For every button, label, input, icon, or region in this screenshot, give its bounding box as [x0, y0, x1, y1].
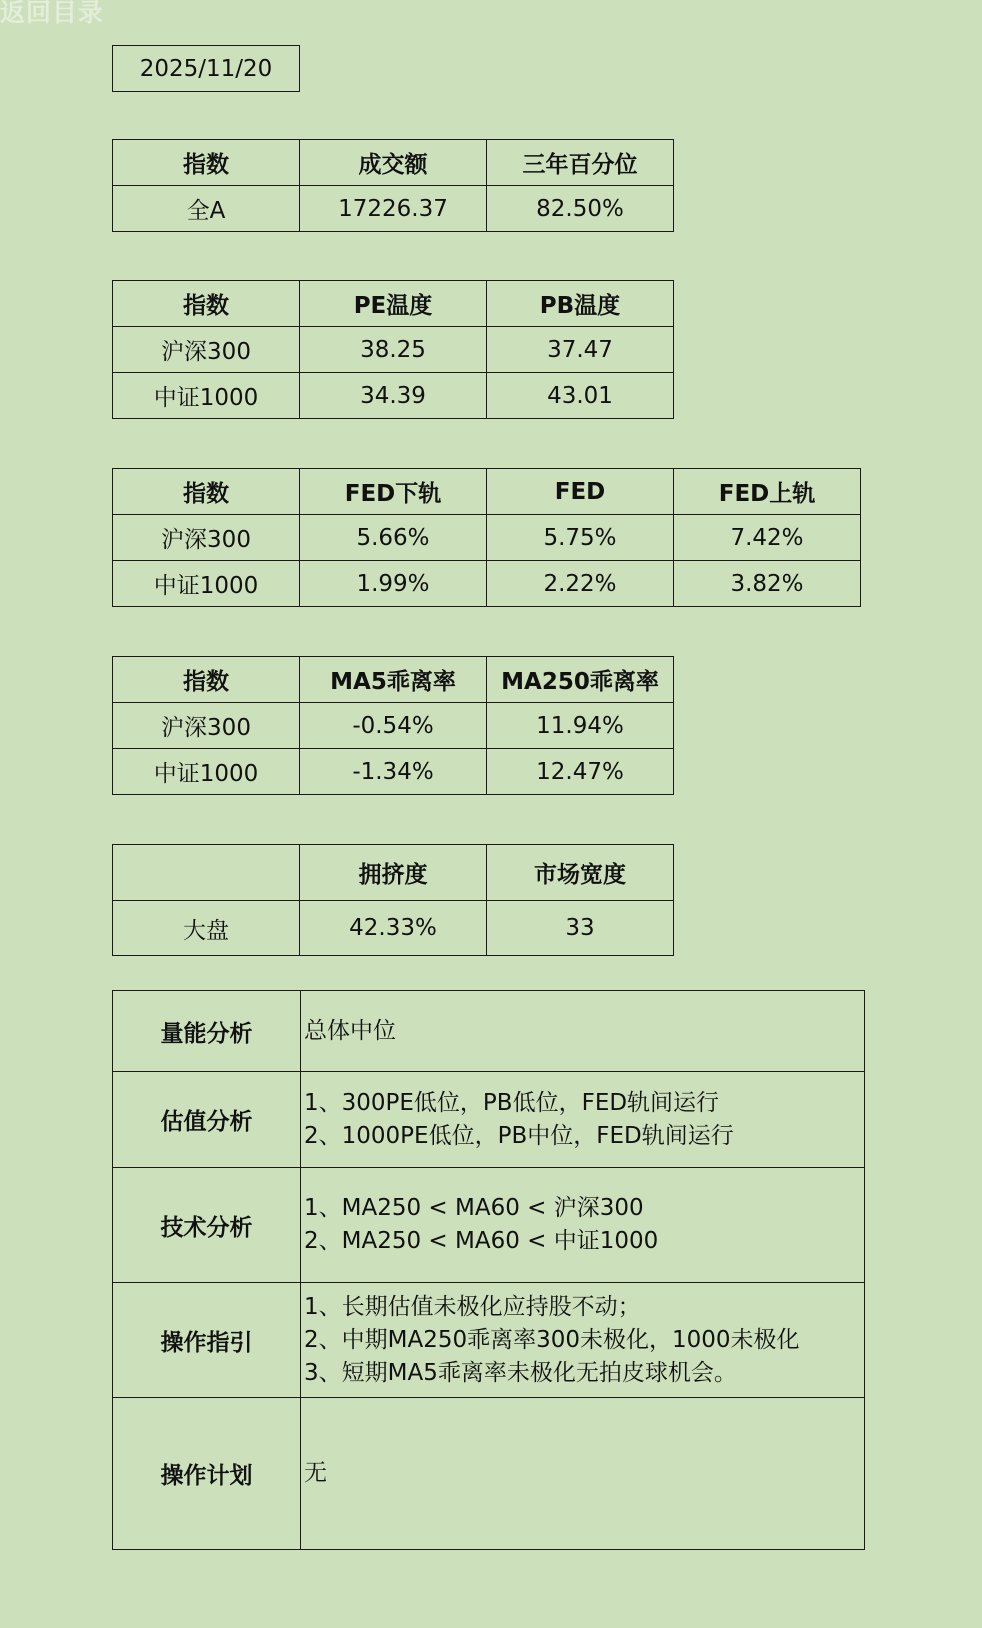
analysis-row-technical: [113, 1168, 865, 1283]
analysis-text: [301, 991, 865, 1072]
fed-table: [112, 468, 861, 607]
crowding-table: [112, 844, 674, 956]
table-cell: 37.47: [487, 327, 674, 373]
table-cell: 2.22%: [487, 561, 674, 607]
turnover-table: [112, 139, 674, 232]
header-cell: PB温度: [487, 281, 674, 327]
table-cell: 5.66%: [300, 515, 487, 561]
table-cell: 全A: [113, 186, 300, 232]
table-cell: 沪深300: [113, 515, 300, 561]
table-cell: 43.01: [487, 373, 674, 419]
analysis-line: 2、MA250 < MA60 < 中证1000: [304, 1228, 659, 1254]
table-cell: 11.94%: [487, 703, 674, 749]
header-cell: 拥挤度: [300, 845, 487, 901]
analysis-line: 无: [304, 1460, 327, 1486]
analysis-text: [301, 1283, 865, 1398]
table-cell: 中证1000: [113, 561, 300, 607]
header-cell: 三年百分位: [487, 140, 674, 186]
header-cell: 市场宽度: [487, 845, 674, 901]
analysis-label: 估值分析: [113, 1072, 301, 1168]
table-row: [113, 749, 674, 795]
header-cell: FED下轨: [300, 469, 487, 515]
valuation-temperature-table: [112, 280, 674, 419]
analysis-line: 2、1000PE低位，PB中位，FED轨间运行: [304, 1122, 734, 1149]
analysis-label: 技术分析: [113, 1168, 301, 1283]
header-cell: [113, 845, 300, 901]
table-row: [113, 186, 674, 232]
header-cell: FED: [487, 469, 674, 515]
analysis-line: 1、长期估值未极化应持股不动；: [304, 1293, 641, 1320]
table-cell: 7.42%: [674, 515, 861, 561]
analysis-row-guidance: [113, 1283, 865, 1398]
header-cell: 指数: [113, 469, 300, 515]
header-cell: FED上轨: [674, 469, 861, 515]
analysis-label: 操作指引: [113, 1283, 301, 1398]
table-cell: -0.54%: [300, 703, 487, 749]
analysis-row-valuation: [113, 1072, 865, 1168]
header-cell: 指数: [113, 657, 300, 703]
analysis-label: 操作计划: [113, 1398, 301, 1550]
table-cell: 82.50%: [487, 186, 674, 232]
analysis-line: 1、MA250 < MA60 < 沪深300: [304, 1195, 644, 1221]
table-cell: 12.47%: [487, 749, 674, 795]
analysis-text: [301, 1398, 865, 1550]
analysis-text: [301, 1168, 865, 1283]
table-cell: 中证1000: [113, 749, 300, 795]
analysis-line: 2、中期MA250乖离率300未极化，1000未极化: [304, 1326, 800, 1353]
table-header-row: [113, 469, 861, 515]
report-date: 2025/11/20: [112, 45, 300, 92]
analysis-text: [301, 1072, 865, 1168]
analysis-row-volume: [113, 991, 865, 1072]
analysis-row-plan: [113, 1398, 865, 1550]
table-row: [113, 703, 674, 749]
table-cell: 17226.37: [300, 186, 487, 232]
table-cell: 沪深300: [113, 327, 300, 373]
table-cell: -1.34%: [300, 749, 487, 795]
table-cell: 沪深300: [113, 703, 300, 749]
table-cell: 3.82%: [674, 561, 861, 607]
table-cell: 中证1000: [113, 373, 300, 419]
header-cell: MA5乖离率: [300, 657, 487, 703]
header-cell: 成交额: [300, 140, 487, 186]
table-cell: 5.75%: [487, 515, 674, 561]
header-cell: 指数: [113, 140, 300, 186]
table-row: [113, 327, 674, 373]
back-to-contents-link[interactable]: 返回目录: [0, 0, 105, 27]
table-cell: 34.39: [300, 373, 487, 419]
table-header-row: [113, 281, 674, 327]
table-row: [113, 515, 861, 561]
table-cell: 1.99%: [300, 561, 487, 607]
table-cell: 38.25: [300, 327, 487, 373]
table-header-row: [113, 845, 674, 901]
analysis-table: [112, 990, 865, 1550]
table-cell: 大盘: [113, 901, 300, 956]
table-cell: 42.33%: [300, 901, 487, 956]
analysis-line: 3、短期MA5乖离率未极化无拍皮球机会。: [304, 1359, 737, 1386]
table-header-row: [113, 140, 674, 186]
analysis-line: 总体中位: [304, 1017, 396, 1044]
table-row: [113, 901, 674, 956]
analysis-line: 1、300PE低位，PB低位，FED轨间运行: [304, 1089, 720, 1116]
analysis-label: 量能分析: [113, 991, 301, 1072]
table-cell: 33: [487, 901, 674, 956]
header-cell: MA250乖离率: [487, 657, 674, 703]
table-row: [113, 373, 674, 419]
table-row: [113, 561, 861, 607]
table-header-row: [113, 657, 674, 703]
ma-deviation-table: [112, 656, 674, 795]
header-cell: 指数: [113, 281, 300, 327]
header-cell: PE温度: [300, 281, 487, 327]
